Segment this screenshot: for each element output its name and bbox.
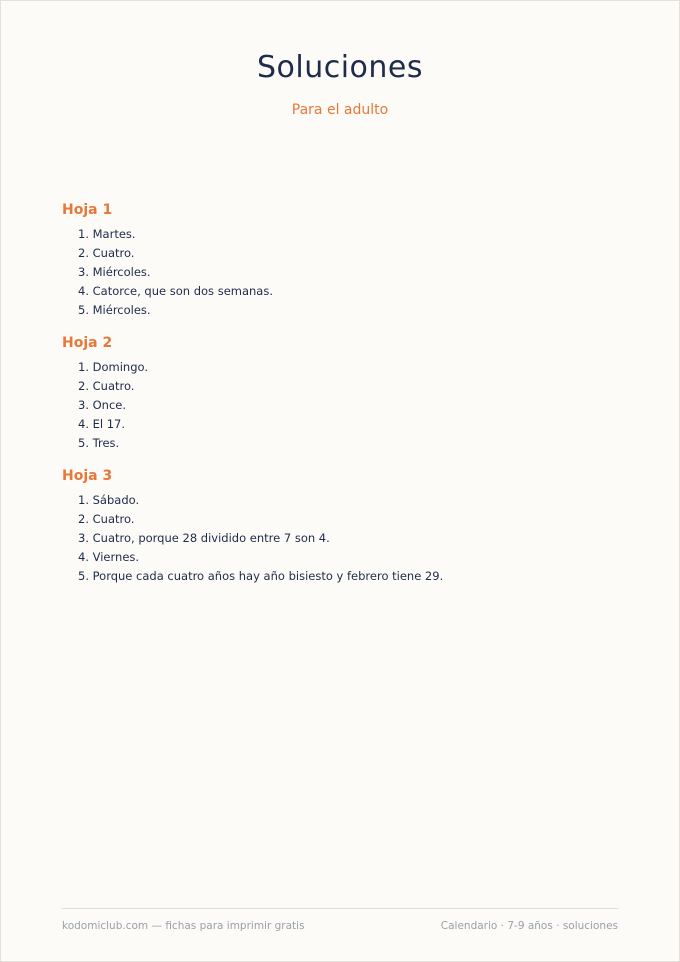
answer-item: 5. Porque cada cuatro años hay año bisiesto y febrero tiene 29. <box>78 569 444 583</box>
answer-item: 1. Martes. <box>78 227 136 241</box>
section-hoja-1 <box>62 200 622 320</box>
answer-item: 2. Cuatro. <box>78 512 135 526</box>
section-hoja-2 <box>62 333 622 453</box>
answer-list <box>62 358 622 453</box>
footer-sheet-info: Calendario · 7-9 años · soluciones <box>440 920 618 932</box>
answer-item: 4. Viernes. <box>78 550 140 564</box>
footer-divider <box>62 908 618 909</box>
answer-item: 3. Once. <box>78 398 127 412</box>
answer-item: 2. Cuatro. <box>78 246 135 260</box>
section-hoja-3 <box>62 466 622 586</box>
answer-item: 4. Catorce, que son dos semanas. <box>78 284 274 298</box>
section-heading: Hoja 3 <box>62 468 113 484</box>
answer-item: 2. Cuatro. <box>78 379 135 393</box>
answer-item: 5. Miércoles. <box>78 303 151 317</box>
answer-item: 4. El 17. <box>78 417 126 431</box>
footer-site-credit: kodomiclub.com — fichas para imprimir gratis <box>62 920 305 932</box>
answer-item: 1. Sábado. <box>78 493 140 507</box>
answer-list <box>62 225 622 320</box>
answer-list <box>62 491 622 586</box>
answer-item: 5. Tres. <box>78 436 120 450</box>
section-heading: Hoja 1 <box>62 202 113 218</box>
page-subtitle: Para el adulto <box>291 102 389 118</box>
answer-item: 3. Miércoles. <box>78 265 151 279</box>
answer-item: 3. Cuatro, porque 28 dividido entre 7 son 4. <box>78 531 330 545</box>
page-title: Soluciones <box>256 50 424 85</box>
answer-item: 1. Domingo. <box>78 360 148 374</box>
section-heading: Hoja 2 <box>62 335 113 351</box>
solutions-content <box>62 200 622 599</box>
